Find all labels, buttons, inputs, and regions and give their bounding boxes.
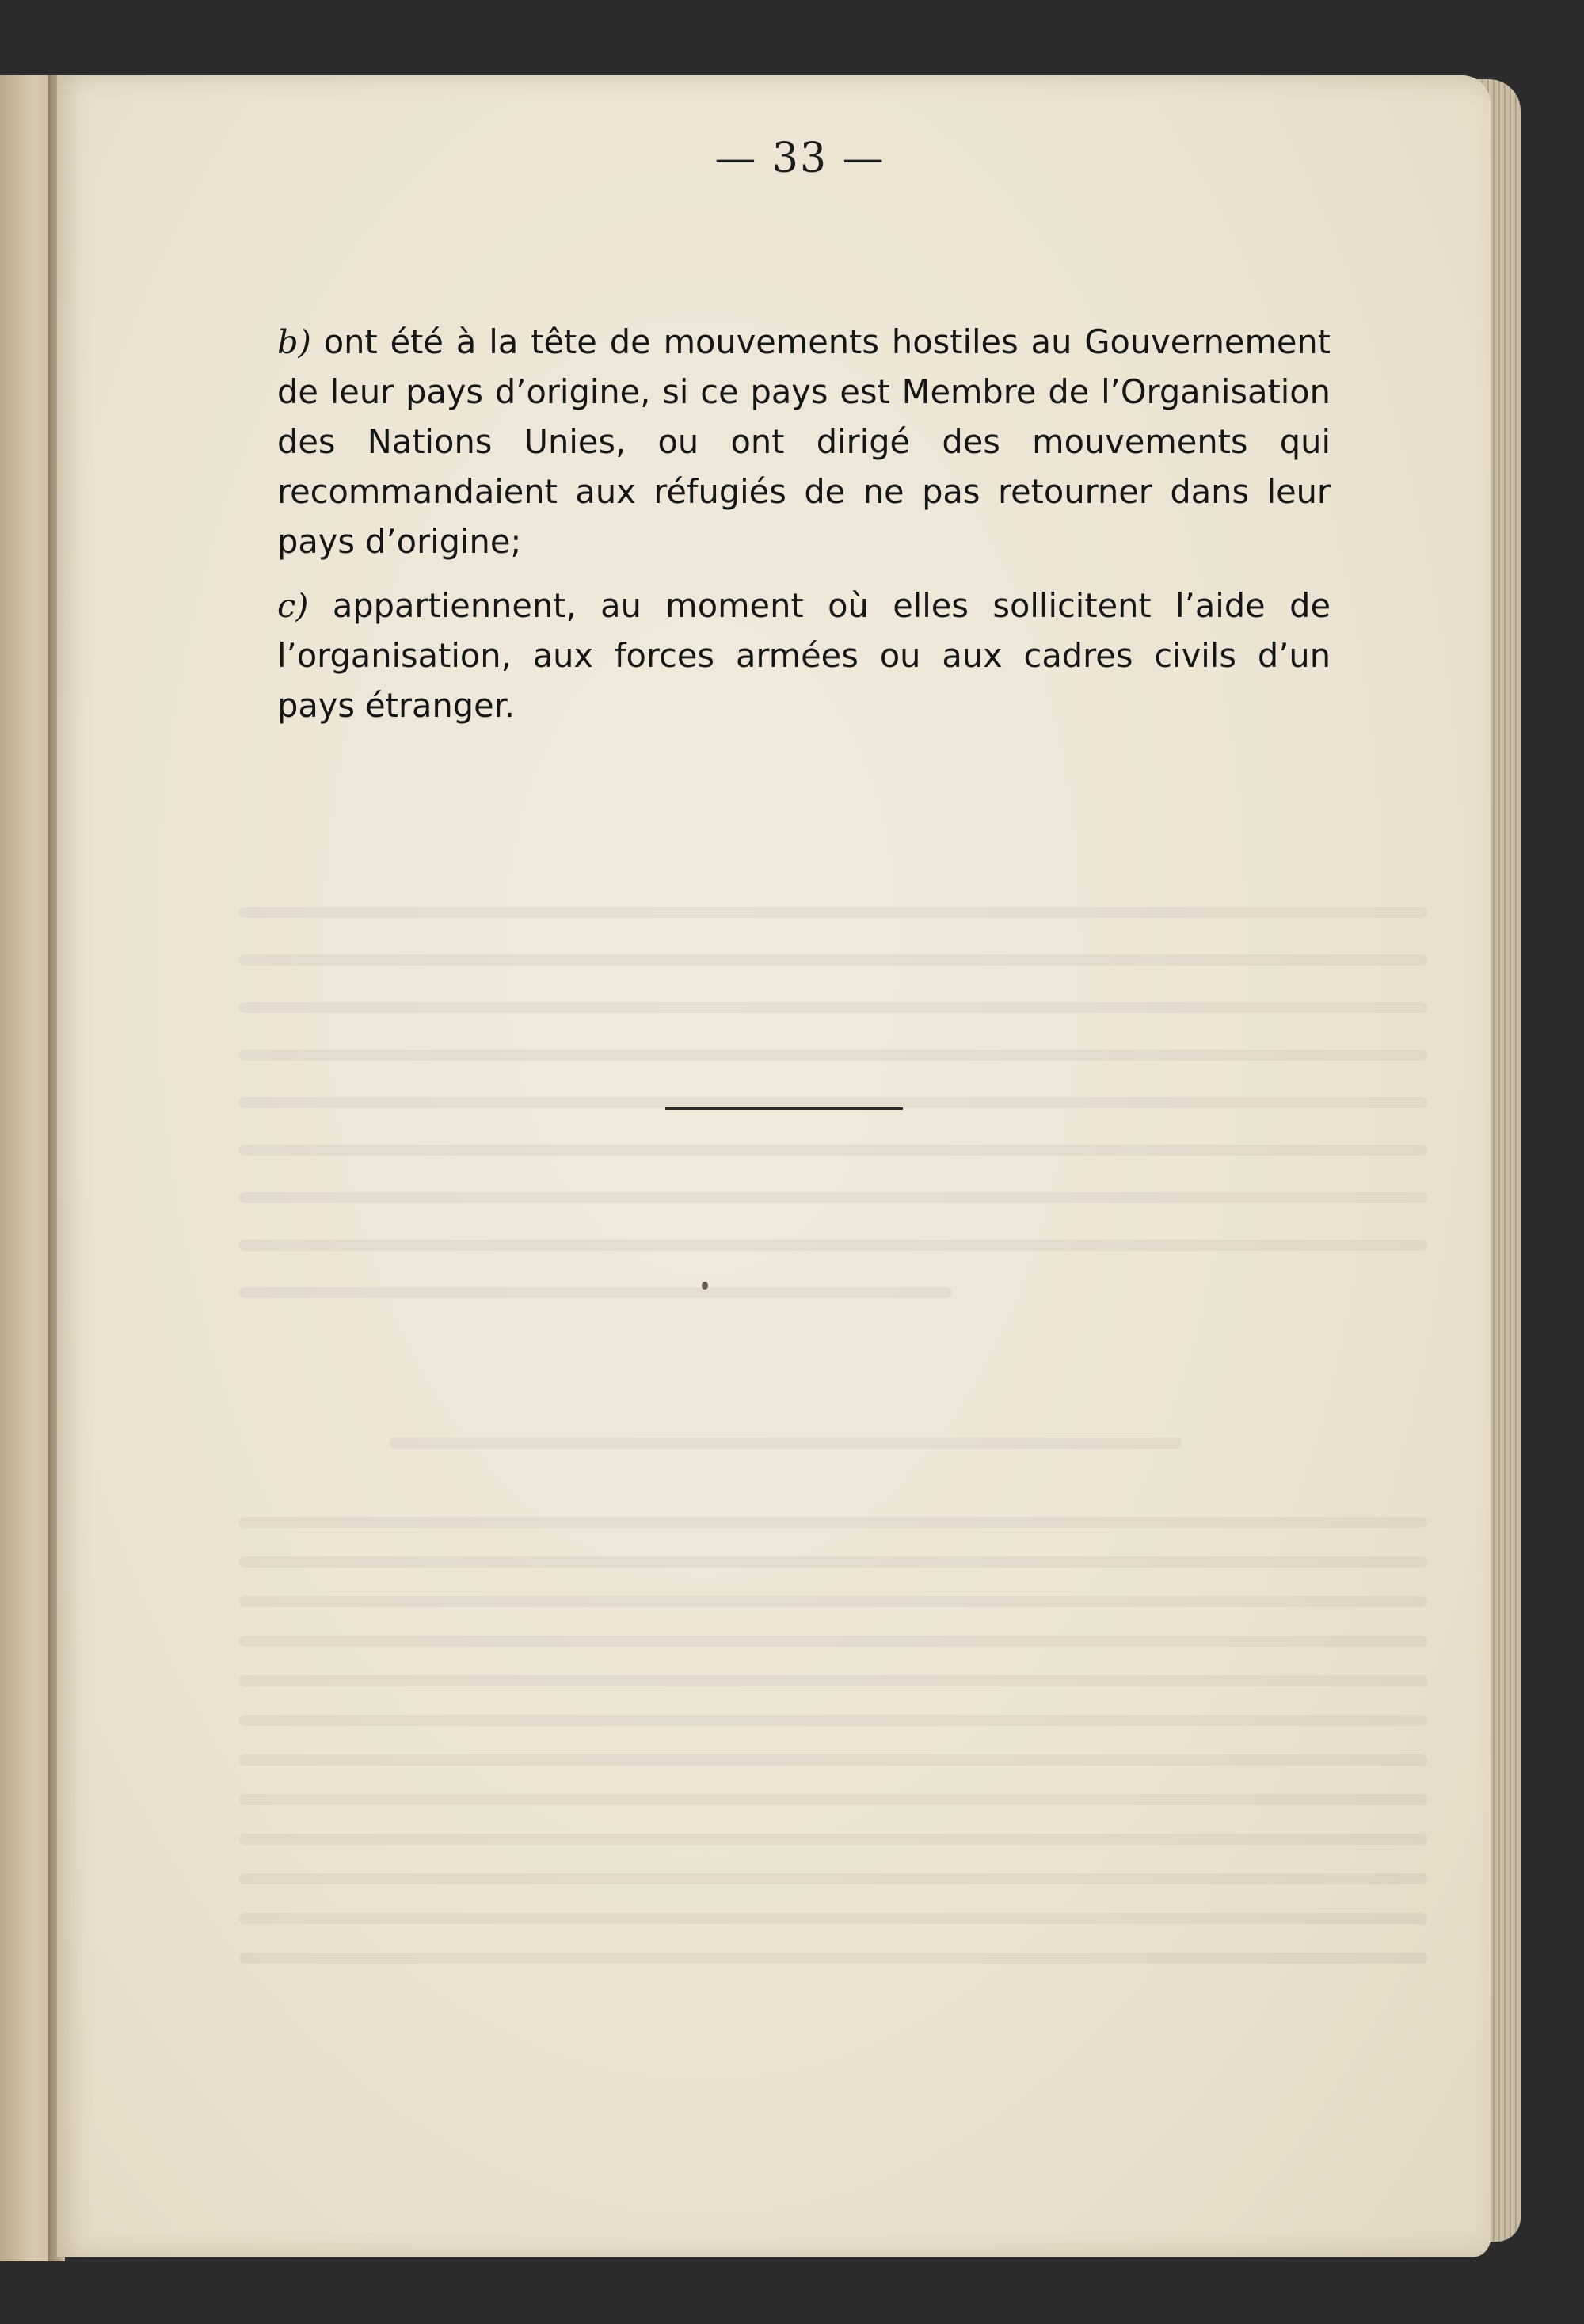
scan-background-top [0,0,1584,75]
paragraph-c [277,581,1331,730]
page-number: — 33 — [714,135,885,182]
paragraph-text: ont été à la tête de mouvements hostiles au Gouvernement de leur pays d’origine, si ce pays est Membre de l’Organisation des Nations Unies, ou ont dirigé des mouvements qui recommandaient aux réfugiés de ne pas retourner dans leur pays d’origine; [277,322,1331,561]
body-text [277,317,1331,730]
paragraph-text: appartiennent, au moment où elles sollicitent l’aide de l’organisation, aux forces armées ou aux cadres civils d’un pays étranger. [277,586,1331,725]
ink-speck [702,1282,708,1290]
section-divider [665,1107,903,1110]
paragraph-marker: c) [277,586,309,625]
paragraph-marker: b) [277,322,311,361]
paragraph-b [277,317,1331,566]
